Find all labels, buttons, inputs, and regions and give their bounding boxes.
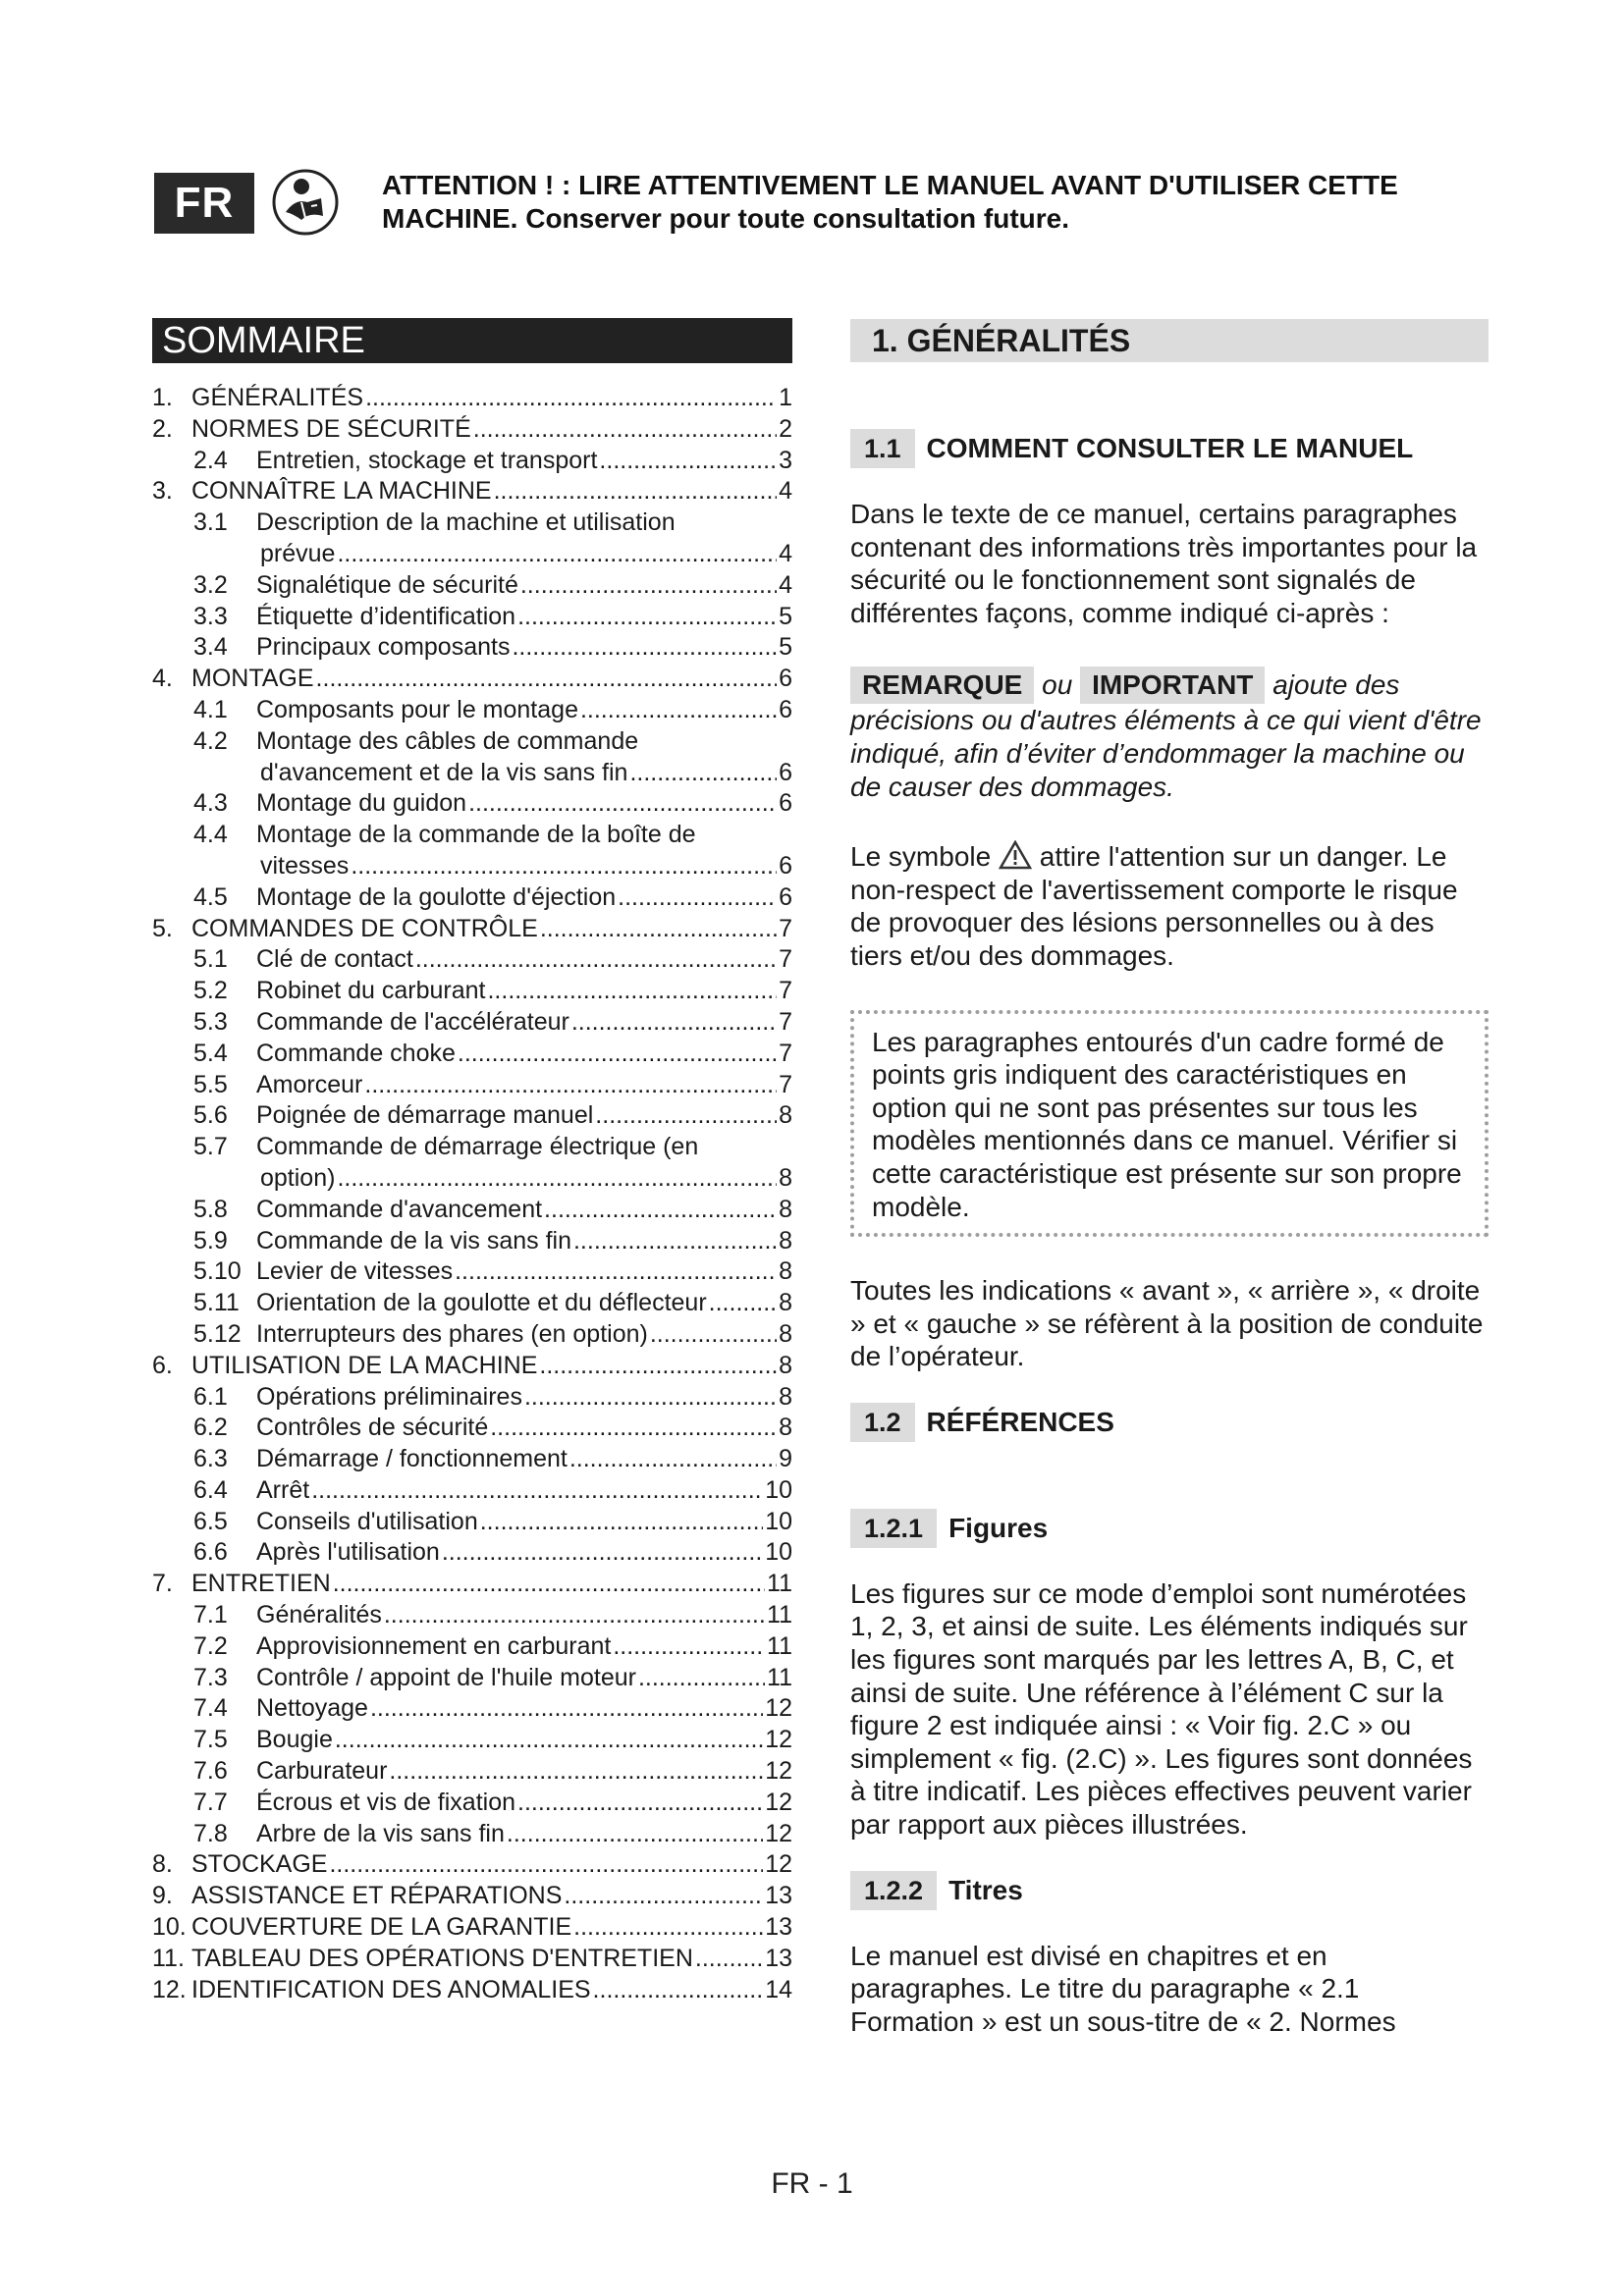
toc-item — [152, 1070, 792, 1101]
toc-item — [152, 1256, 792, 1288]
toc-leader-dots — [333, 1569, 765, 1600]
toc-item-label: Montage du guidon — [256, 789, 467, 818]
toc-leader-dots — [490, 1413, 777, 1444]
toc-item-label: Montage de la goulotte d'éjection — [256, 882, 617, 911]
toc-item-page: 7 — [779, 977, 792, 1005]
toc-item-page: 6 — [779, 789, 792, 818]
toc-item-number: 5. — [152, 914, 173, 942]
toc-item — [152, 383, 792, 414]
remark-paragraph — [850, 667, 1489, 803]
toc-item-label: Bougie — [256, 1726, 333, 1754]
toc-item — [152, 726, 792, 758]
toc-item-number: 6.4 — [193, 1475, 228, 1504]
toc-item-number: 6.5 — [193, 1507, 228, 1535]
toc-leader-dots — [695, 1944, 763, 1975]
remarque-tag: REMARQUE — [850, 667, 1034, 704]
toc-item-label: Commande de la vis sans fin — [256, 1226, 571, 1255]
toc-item-page: 12 — [765, 1694, 792, 1723]
toc-leader-dots — [524, 1382, 777, 1414]
toc-item-number: 6.6 — [193, 1538, 228, 1567]
toc-item-number: 11. — [152, 1944, 185, 1972]
toc-item-number: 5.11 — [193, 1289, 240, 1317]
toc-item — [152, 570, 792, 602]
toc-item-label: Description de la machine et utilisation — [256, 508, 676, 537]
toc-item-label: Composants pour le montage — [256, 695, 578, 723]
toc-item-number: 4. — [152, 665, 173, 693]
subsection-number: 1.2.1 — [850, 1509, 937, 1548]
toc-item-number: 7.4 — [193, 1694, 228, 1723]
toc-leader-dots — [638, 1663, 765, 1694]
toc-item-number: 7.1 — [193, 1601, 228, 1629]
danger-text: attire l'attention sur un danger. Le non-respect de l'avertissement comporte le risque de provoquer des lésions personnelles ou à des tiers et/ou des dommages. — [850, 841, 1458, 971]
toc-item — [152, 1007, 792, 1039]
toc-leader-dots — [455, 1256, 777, 1288]
toc-leader-dots — [595, 1100, 777, 1132]
toc-item-page: 8 — [779, 1163, 792, 1192]
remark-text: ajoute des précisions ou d'autres éléments à ce qui vient d'être indiqué, afin d’éviter d’endommager la machine ou de causer des dommages. — [850, 669, 1482, 802]
toc-item — [152, 507, 792, 539]
toc-leader-dots — [613, 1631, 765, 1663]
toc-item-label: vitesses — [260, 851, 350, 880]
toc-item — [152, 602, 792, 633]
toc-item-number: 7.8 — [193, 1819, 228, 1847]
toc-item — [152, 1195, 792, 1226]
main-content — [850, 319, 1489, 2038]
toc-item — [152, 1163, 792, 1195]
toc-item-page: 10 — [765, 1475, 792, 1504]
toc-item-number: 2.4 — [193, 446, 228, 474]
toc-item-page: 7 — [779, 1039, 792, 1067]
toc-item — [152, 914, 792, 945]
toc-item-label: Principaux composants — [256, 633, 511, 662]
toc-leader-dots — [487, 976, 777, 1007]
toc-item-label: Carburateur — [256, 1757, 388, 1786]
toc-item-label: Entretien, stockage et transport — [256, 446, 598, 474]
subsection-1-2-heading — [850, 1403, 1489, 1442]
toc-item — [152, 1100, 792, 1132]
toc-leader-dots — [494, 476, 777, 507]
toc-item — [152, 1881, 792, 1912]
toc-leader-dots — [468, 788, 777, 820]
toc-item-number: 7.2 — [193, 1631, 228, 1660]
toc-item-number: 5.4 — [193, 1039, 228, 1067]
toc-leader-dots — [473, 414, 777, 446]
subsection-title: Titres — [948, 1874, 1023, 1905]
toc-item-label: NORMES DE SÉCURITÉ — [191, 414, 471, 443]
toc-item-label: Écrous et vis de fixation — [256, 1788, 516, 1816]
toc-item-number: 3.4 — [193, 633, 228, 662]
danger-paragraph — [850, 840, 1489, 972]
read-manual-icon — [272, 169, 339, 236]
toc-item-page: 12 — [765, 1726, 792, 1754]
toc-item-number: 5.2 — [193, 977, 228, 1005]
toc-item-number: 7. — [152, 1570, 173, 1598]
toc-item-number: 3. — [152, 477, 173, 506]
toc-item-number: 1. — [152, 384, 173, 411]
toc-title: SOMMAIRE — [152, 318, 792, 363]
toc-item-label: Clé de contact — [256, 945, 413, 974]
toc-item-label: Contrôle / appoint de l'huile moteur — [256, 1663, 636, 1691]
toc-item-label: Arbre de la vis sans fin — [256, 1819, 505, 1847]
toc-leader-dots — [351, 851, 777, 882]
toc-item-page: 8 — [779, 1226, 792, 1255]
toc-item-label: Signalétique de sécurité — [256, 570, 518, 599]
toc-item — [152, 1569, 792, 1600]
toc-item — [152, 1912, 792, 1944]
toc-list — [152, 383, 792, 2005]
danger-text-start: Le symbole — [850, 841, 992, 873]
toc-item — [152, 944, 792, 976]
optional-features-box — [850, 1010, 1489, 1238]
toc-item — [152, 1351, 792, 1382]
toc-leader-dots — [593, 1975, 764, 2006]
section-title: 1. GÉNÉRALITÉS — [850, 319, 1489, 362]
toc-item-page: 4 — [779, 477, 792, 506]
toc-leader-dots — [599, 446, 777, 477]
toc-item-label: STOCKAGE — [191, 1850, 328, 1879]
toc-item — [152, 1507, 792, 1538]
toc-leader-dots — [507, 1819, 763, 1850]
toc-item-page: 10 — [765, 1507, 792, 1535]
toc-item-page: 4 — [779, 570, 792, 599]
optional-features-text: Les paragraphes entourés d'un cadre formé de points gris indiquent des caractéristiques en option qui ne sont pas présentes sur tous les modèles mentionnés dans ce manuel. Vérifier si cette caractéristique est présente sur son propre modèle. — [872, 1026, 1462, 1222]
toc-item-page: 7 — [779, 945, 792, 974]
toc-item-label: option) — [260, 1163, 336, 1192]
toc-item-label: prévue — [260, 539, 336, 567]
toc-item — [152, 758, 792, 789]
toc-item — [152, 1693, 792, 1725]
toc-item-label: Interrupteurs des phares (en option) — [256, 1319, 648, 1348]
toc-item-label: CONNAÎTRE LA MACHINE — [191, 477, 492, 506]
toc-item-page: 8 — [779, 1382, 792, 1411]
toc-item — [152, 476, 792, 507]
toc-item-label: COMMANDES DE CONTRÔLE — [191, 914, 538, 942]
toc-item-page: 11 — [767, 1663, 792, 1691]
toc-item-label: GÉNÉRALITÉS — [191, 384, 364, 411]
toc-leader-dots — [337, 539, 777, 570]
toc-item-page: 6 — [779, 882, 792, 911]
toc-item-number: 10. — [152, 1913, 187, 1942]
toc-leader-dots — [571, 1007, 777, 1039]
toc-item-label: Opérations préliminaires — [256, 1382, 522, 1411]
toc-item-number: 3.1 — [193, 508, 228, 537]
toc-item-label: Contrôles de sécurité — [256, 1414, 489, 1442]
toc-item — [152, 1132, 792, 1163]
toc-item-page: 4 — [779, 539, 792, 567]
toc-item — [152, 632, 792, 664]
toc-item-number: 7.7 — [193, 1788, 228, 1816]
toc-leader-dots — [540, 914, 777, 945]
toc-item-label: Étiquette d’identification — [256, 602, 516, 630]
toc-item-page: 13 — [765, 1944, 792, 1972]
toc-item-page: 8 — [779, 1414, 792, 1442]
toc-item-number: 12. — [152, 1975, 187, 2003]
toc-item-page: 12 — [765, 1819, 792, 1847]
toc-item-label: Montage des câbles de commande — [256, 726, 639, 755]
toc-item-number: 5.10 — [193, 1257, 242, 1286]
toc-item-page: 8 — [779, 1101, 792, 1130]
toc-item-page: 11 — [767, 1631, 792, 1660]
toc-item — [152, 1756, 792, 1788]
toc-item-label: IDENTIFICATION DES ANOMALIES — [191, 1975, 591, 2003]
toc-item-page: 2 — [779, 414, 792, 443]
toc-item — [152, 788, 792, 820]
toc-leader-dots — [650, 1319, 777, 1351]
toc-item — [152, 1288, 792, 1319]
toc-item-label: COUVERTURE DE LA GARANTIE — [191, 1913, 572, 1942]
toc-item-number: 5.9 — [193, 1226, 228, 1255]
toc-item — [152, 539, 792, 570]
intro-paragraph: Dans le texte de ce manuel, certains paragraphes contenant des informations très importantes pour la sécurité ou le fonctionnement sont signalés de différentes façons, comme indiqué ci-après : — [850, 499, 1478, 628]
toc-item-number: 4.5 — [193, 882, 228, 911]
toc-item-number: 2. — [152, 414, 173, 443]
subsection-number: 1.2.2 — [850, 1871, 937, 1910]
toc-leader-dots — [573, 1912, 763, 1944]
toc-item-page: 8 — [779, 1257, 792, 1286]
subsection-number: 1.1 — [850, 429, 915, 468]
figures-paragraph: Les figures sur ce mode d’emploi sont numérotées 1, 2, 3, et ainsi de suite. Les éléments indiqués sur les figures sont marqués par les lettres A, B, C, et ainsi de suite. Une référence à l’élément C sur la figure 2 est indiquée ainsi : « Voir fig. 2.C » ou simplement « fig. (2.C) ». Les figures sont données à titre indicatif. Les pièces effectives peuvent varier par rapport aux pièces illustrées. — [850, 1577, 1473, 1841]
toc-item — [152, 414, 792, 446]
toc-item — [152, 820, 792, 851]
page-header — [154, 169, 1431, 247]
toc-leader-dots — [517, 1788, 763, 1819]
toc-item-page: 12 — [765, 1850, 792, 1879]
toc-item — [152, 1039, 792, 1070]
toc-item-label: Robinet du carburant — [256, 977, 486, 1005]
toc-item — [152, 1849, 792, 1881]
toc-leader-dots — [520, 570, 777, 602]
toc-item — [152, 1788, 792, 1819]
toc-item-number: 7.5 — [193, 1726, 228, 1754]
toc-item — [152, 1413, 792, 1444]
toc-item — [152, 1319, 792, 1351]
toc-item-label: Levier de vitesses — [256, 1257, 454, 1286]
toc-item-number: 4.4 — [193, 821, 228, 849]
toc-item-number: 5.7 — [193, 1133, 228, 1161]
or-word: ou — [1042, 669, 1073, 701]
toc-item-page: 12 — [765, 1757, 792, 1786]
toc-item-page: 5 — [779, 602, 792, 630]
toc-item-page: 9 — [779, 1445, 792, 1473]
toc-item — [152, 664, 792, 695]
language-badge: FR — [154, 173, 254, 234]
toc-leader-dots — [370, 1693, 763, 1725]
toc-item-page: 1 — [779, 384, 792, 411]
toc-item — [152, 695, 792, 726]
subsection-title: COMMENT CONSULTER LE MANUEL — [926, 433, 1414, 464]
toc-item-number: 5.6 — [193, 1101, 228, 1130]
toc-item-label: Orientation de la goulotte et du déflecteur — [256, 1289, 707, 1317]
toc-leader-dots — [618, 882, 777, 914]
toc-item-number: 6.1 — [193, 1382, 228, 1411]
toc-leader-dots — [629, 758, 777, 789]
toc-item-label: UTILISATION DE LA MACHINE — [191, 1351, 538, 1379]
toc-item — [152, 1975, 792, 2006]
table-of-contents — [152, 318, 792, 2005]
toc-item-number: 5.5 — [193, 1070, 228, 1098]
toc-item-number: 5.1 — [193, 945, 228, 974]
toc-leader-dots — [517, 602, 777, 633]
toc-leader-dots — [580, 695, 777, 726]
toc-item-page: 12 — [765, 1788, 792, 1816]
toc-item-label: ENTRETIEN — [191, 1570, 331, 1598]
toc-item-page: 11 — [767, 1570, 792, 1598]
toc-item-page: 8 — [779, 1319, 792, 1348]
toc-item-label: Commande de l'accélérateur — [256, 1007, 569, 1036]
toc-item-page: 13 — [765, 1882, 792, 1910]
toc-item-page: 5 — [779, 633, 792, 662]
toc-item-label: Nettoyage — [256, 1694, 368, 1723]
toc-leader-dots — [544, 1195, 777, 1226]
toc-item-number: 6. — [152, 1351, 173, 1379]
subsection-number: 1.2 — [850, 1403, 915, 1442]
toc-item-number: 7.3 — [193, 1663, 228, 1691]
toc-leader-dots — [364, 1070, 777, 1101]
toc-leader-dots — [335, 1725, 763, 1756]
toc-item-label: Montage de la commande de la boîte de — [256, 821, 696, 849]
toc-leader-dots — [329, 1849, 763, 1881]
toc-item — [152, 976, 792, 1007]
toc-item-page: 8 — [779, 1195, 792, 1223]
toc-item — [152, 446, 792, 477]
toc-item-label: Conseils d'utilisation — [256, 1507, 478, 1535]
toc-item-page: 6 — [779, 665, 792, 693]
toc-item — [152, 1819, 792, 1850]
toc-item-label: d'avancement et de la vis sans fin — [260, 758, 628, 786]
toc-item — [152, 1226, 792, 1257]
toc-leader-dots — [442, 1537, 763, 1569]
toc-item — [152, 1600, 792, 1631]
toc-item-page: 13 — [765, 1913, 792, 1942]
toc-item-page: 7 — [779, 914, 792, 942]
titles-paragraph: Le manuel est divisé en chapitres et en paragraphes. Le titre du paragraphe « 2.1 Formation » est un sous-titre de « 2. Normes — [850, 1940, 1396, 2037]
toc-item-label: Commande d'avancement — [256, 1195, 543, 1223]
toc-leader-dots — [539, 1351, 777, 1382]
toc-leader-dots — [573, 1226, 777, 1257]
toc-leader-dots — [415, 944, 777, 976]
toc-item-number: 5.8 — [193, 1195, 228, 1223]
subsection-1-1-heading — [850, 429, 1489, 468]
toc-item — [152, 1475, 792, 1507]
toc-leader-dots — [311, 1475, 763, 1507]
toc-item-page: 8 — [779, 1289, 792, 1317]
toc-item — [152, 1663, 792, 1694]
toc-item-number: 6.2 — [193, 1414, 228, 1442]
toc-item — [152, 1444, 792, 1475]
toc-item-page: 8 — [779, 1351, 792, 1379]
toc-item-number: 3.3 — [193, 602, 228, 630]
toc-leader-dots — [365, 383, 777, 414]
toc-item-page: 6 — [779, 851, 792, 880]
toc-leader-dots — [709, 1288, 777, 1319]
toc-leader-dots — [389, 1756, 763, 1788]
toc-item-page: 10 — [765, 1538, 792, 1567]
toc-item-label: Généralités — [256, 1601, 382, 1629]
toc-item-number: 9. — [152, 1882, 173, 1910]
toc-item — [152, 851, 792, 882]
toc-item-number: 4.2 — [193, 726, 228, 755]
toc-item-number: 6.3 — [193, 1445, 228, 1473]
toc-item-number: 5.12 — [193, 1319, 242, 1348]
toc-leader-dots — [480, 1507, 763, 1538]
toc-item-page: 6 — [779, 695, 792, 723]
directions-paragraph: Toutes les indications « avant », « arrière », « droite » et « gauche » se réfèrent à la position de conduite de l’opérateur. — [850, 1275, 1484, 1372]
subsection-title: RÉFÉRENCES — [926, 1407, 1114, 1438]
toc-item — [152, 1537, 792, 1569]
subsection-1-2-2-heading — [850, 1871, 1489, 1910]
toc-item-page: 7 — [779, 1070, 792, 1098]
toc-item-label: Commande de démarrage électrique (en — [256, 1133, 699, 1161]
toc-leader-dots — [569, 1444, 777, 1475]
toc-item — [152, 882, 792, 914]
toc-item-number: 4.3 — [193, 789, 228, 818]
subsection-1-2-1-heading — [850, 1509, 1489, 1548]
toc-item — [152, 1944, 792, 1975]
toc-item-page: 3 — [779, 446, 792, 474]
toc-item-label: ASSISTANCE ET RÉPARATIONS — [191, 1882, 563, 1910]
toc-leader-dots — [564, 1881, 763, 1912]
toc-item — [152, 1725, 792, 1756]
toc-leader-dots — [384, 1600, 765, 1631]
warning-triangle-icon — [999, 840, 1032, 870]
toc-item-label: Démarrage / fonctionnement — [256, 1445, 568, 1473]
toc-item-label: TABLEAU DES OPÉRATIONS D'ENTRETIEN — [191, 1944, 693, 1972]
toc-item-label: Amorceur — [256, 1070, 363, 1098]
toc-item-page: 7 — [779, 1007, 792, 1036]
manual-warning: ATTENTION ! : LIRE ATTENTIVEMENT LE MANUEL AVANT D'UTILISER CETTE MACHINE. Conserver pour toute consultation future. — [382, 170, 1398, 234]
toc-item-label: Poignée de démarrage manuel — [256, 1101, 594, 1130]
toc-item-number: 7.6 — [193, 1757, 228, 1786]
subsection-title: Figures — [948, 1513, 1049, 1544]
toc-leader-dots — [512, 632, 777, 664]
toc-item-page: 14 — [765, 1975, 792, 2003]
toc-item-page: 6 — [779, 758, 792, 786]
toc-item-number: 4.1 — [193, 695, 228, 723]
toc-item-label: Après l'utilisation — [256, 1538, 440, 1567]
toc-item-number: 3.2 — [193, 570, 228, 599]
toc-item-number: 5.3 — [193, 1007, 228, 1036]
toc-item — [152, 1382, 792, 1414]
toc-item-number: 8. — [152, 1850, 173, 1879]
toc-leader-dots — [458, 1039, 777, 1070]
toc-item-label: Approvisionnement en carburant — [256, 1631, 612, 1660]
toc-leader-dots — [316, 664, 778, 695]
toc-item-label: Arrêt — [256, 1475, 310, 1504]
important-tag: IMPORTANT — [1080, 667, 1265, 704]
page-number: FR - 1 — [771, 2167, 853, 2200]
toc-item-page: 11 — [767, 1601, 792, 1629]
toc-leader-dots — [337, 1163, 777, 1195]
toc-item-label: Commande choke — [256, 1039, 456, 1067]
toc-item — [152, 1631, 792, 1663]
toc-item-label: MONTAGE — [191, 665, 314, 693]
